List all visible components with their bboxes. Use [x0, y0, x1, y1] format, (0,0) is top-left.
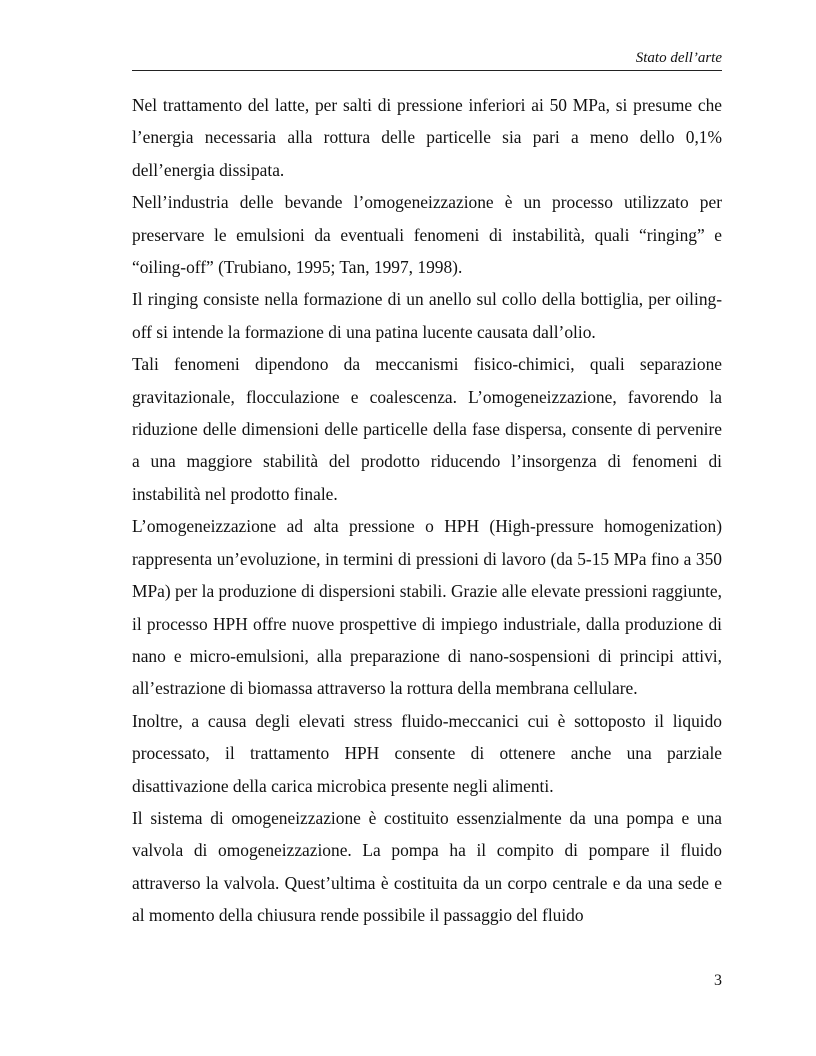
- page-number: 3: [714, 972, 722, 989]
- paragraph-hph-definition: L’omogeneizzazione ad alta pressione o HPH (High-pressure homogenization) rappresenta un’evoluzione, in termini di pressioni di lavoro (da 5-15 MPa fino a 350 MPa) per la produzione di dispersioni stabili. Grazie alle elevate pressioni raggiunte, il processo HPH offre nuove prospettive di impiego industriale, dalla produzione di nano e micro-emulsioni, alla preparazione di nano-sospensioni di principi attivi, all’estrazione di biomassa attraverso la rottura della membrana cellulare.: [132, 516, 722, 699]
- paragraph-ringing-definition: Il ringing consiste nella formazione di un anello sul collo della bottiglia, per oiling-off si intende la formazione di una patina lucente causata dall’olio.: [132, 289, 722, 342]
- paragraph-milk-treatment: Nel trattamento del latte, per salti di pressione inferiori ai 50 MPa, si presume che l’energia necessaria alla rottura delle particelle sia pari a meno dello 0,1% dell’energia dissipata.: [132, 95, 722, 180]
- header-rule: [132, 70, 722, 71]
- running-header: Stato dell’arte: [635, 50, 722, 66]
- paragraph-microbial-inactivation: Inoltre, a causa degli elevati stress fluido-meccanici cui è sottoposto il liquido processato, il trattamento HPH consente di ottenere anche una parziale disattivazione della carica microbica presente negli alimenti.: [132, 710, 722, 796]
- paragraph-beverage-industry: Nell’industria delle bevande l’omogeneizzazione è un processo utilizzato per preservare le emulsioni da eventuali fenomeni di instabilità, quali “ringing” e “oiling-off” (Trubiano, 1995; Tan, 1997, 1998).: [132, 192, 722, 278]
- document-body: [132, 89, 722, 932]
- paragraph-homogenization-system: Il sistema di omogeneizzazione è costituito essenzialmente da una pompa e una valvola di omogeneizzazione. La pompa ha il compito di pompare il fluido attraverso la valvola. Quest’ultima è costituita da un corpo centrale e da una sede e al momento della chiusura rende possibile il passaggio del fluido: [132, 807, 722, 926]
- paragraph-instability-mechanisms: Tali fenomeni dipendono da meccanismi fisico-chimici, quali separazione gravitazionale, flocculazione e coalescenza. L’omogeneizzazione, favorendo la riduzione delle dimensioni delle particelle della fase dispersa, consente di pervenire a una maggiore stabilità del prodotto riducendo l’insorgenza di fenomeni di instabilità nel prodotto finale.: [132, 354, 722, 504]
